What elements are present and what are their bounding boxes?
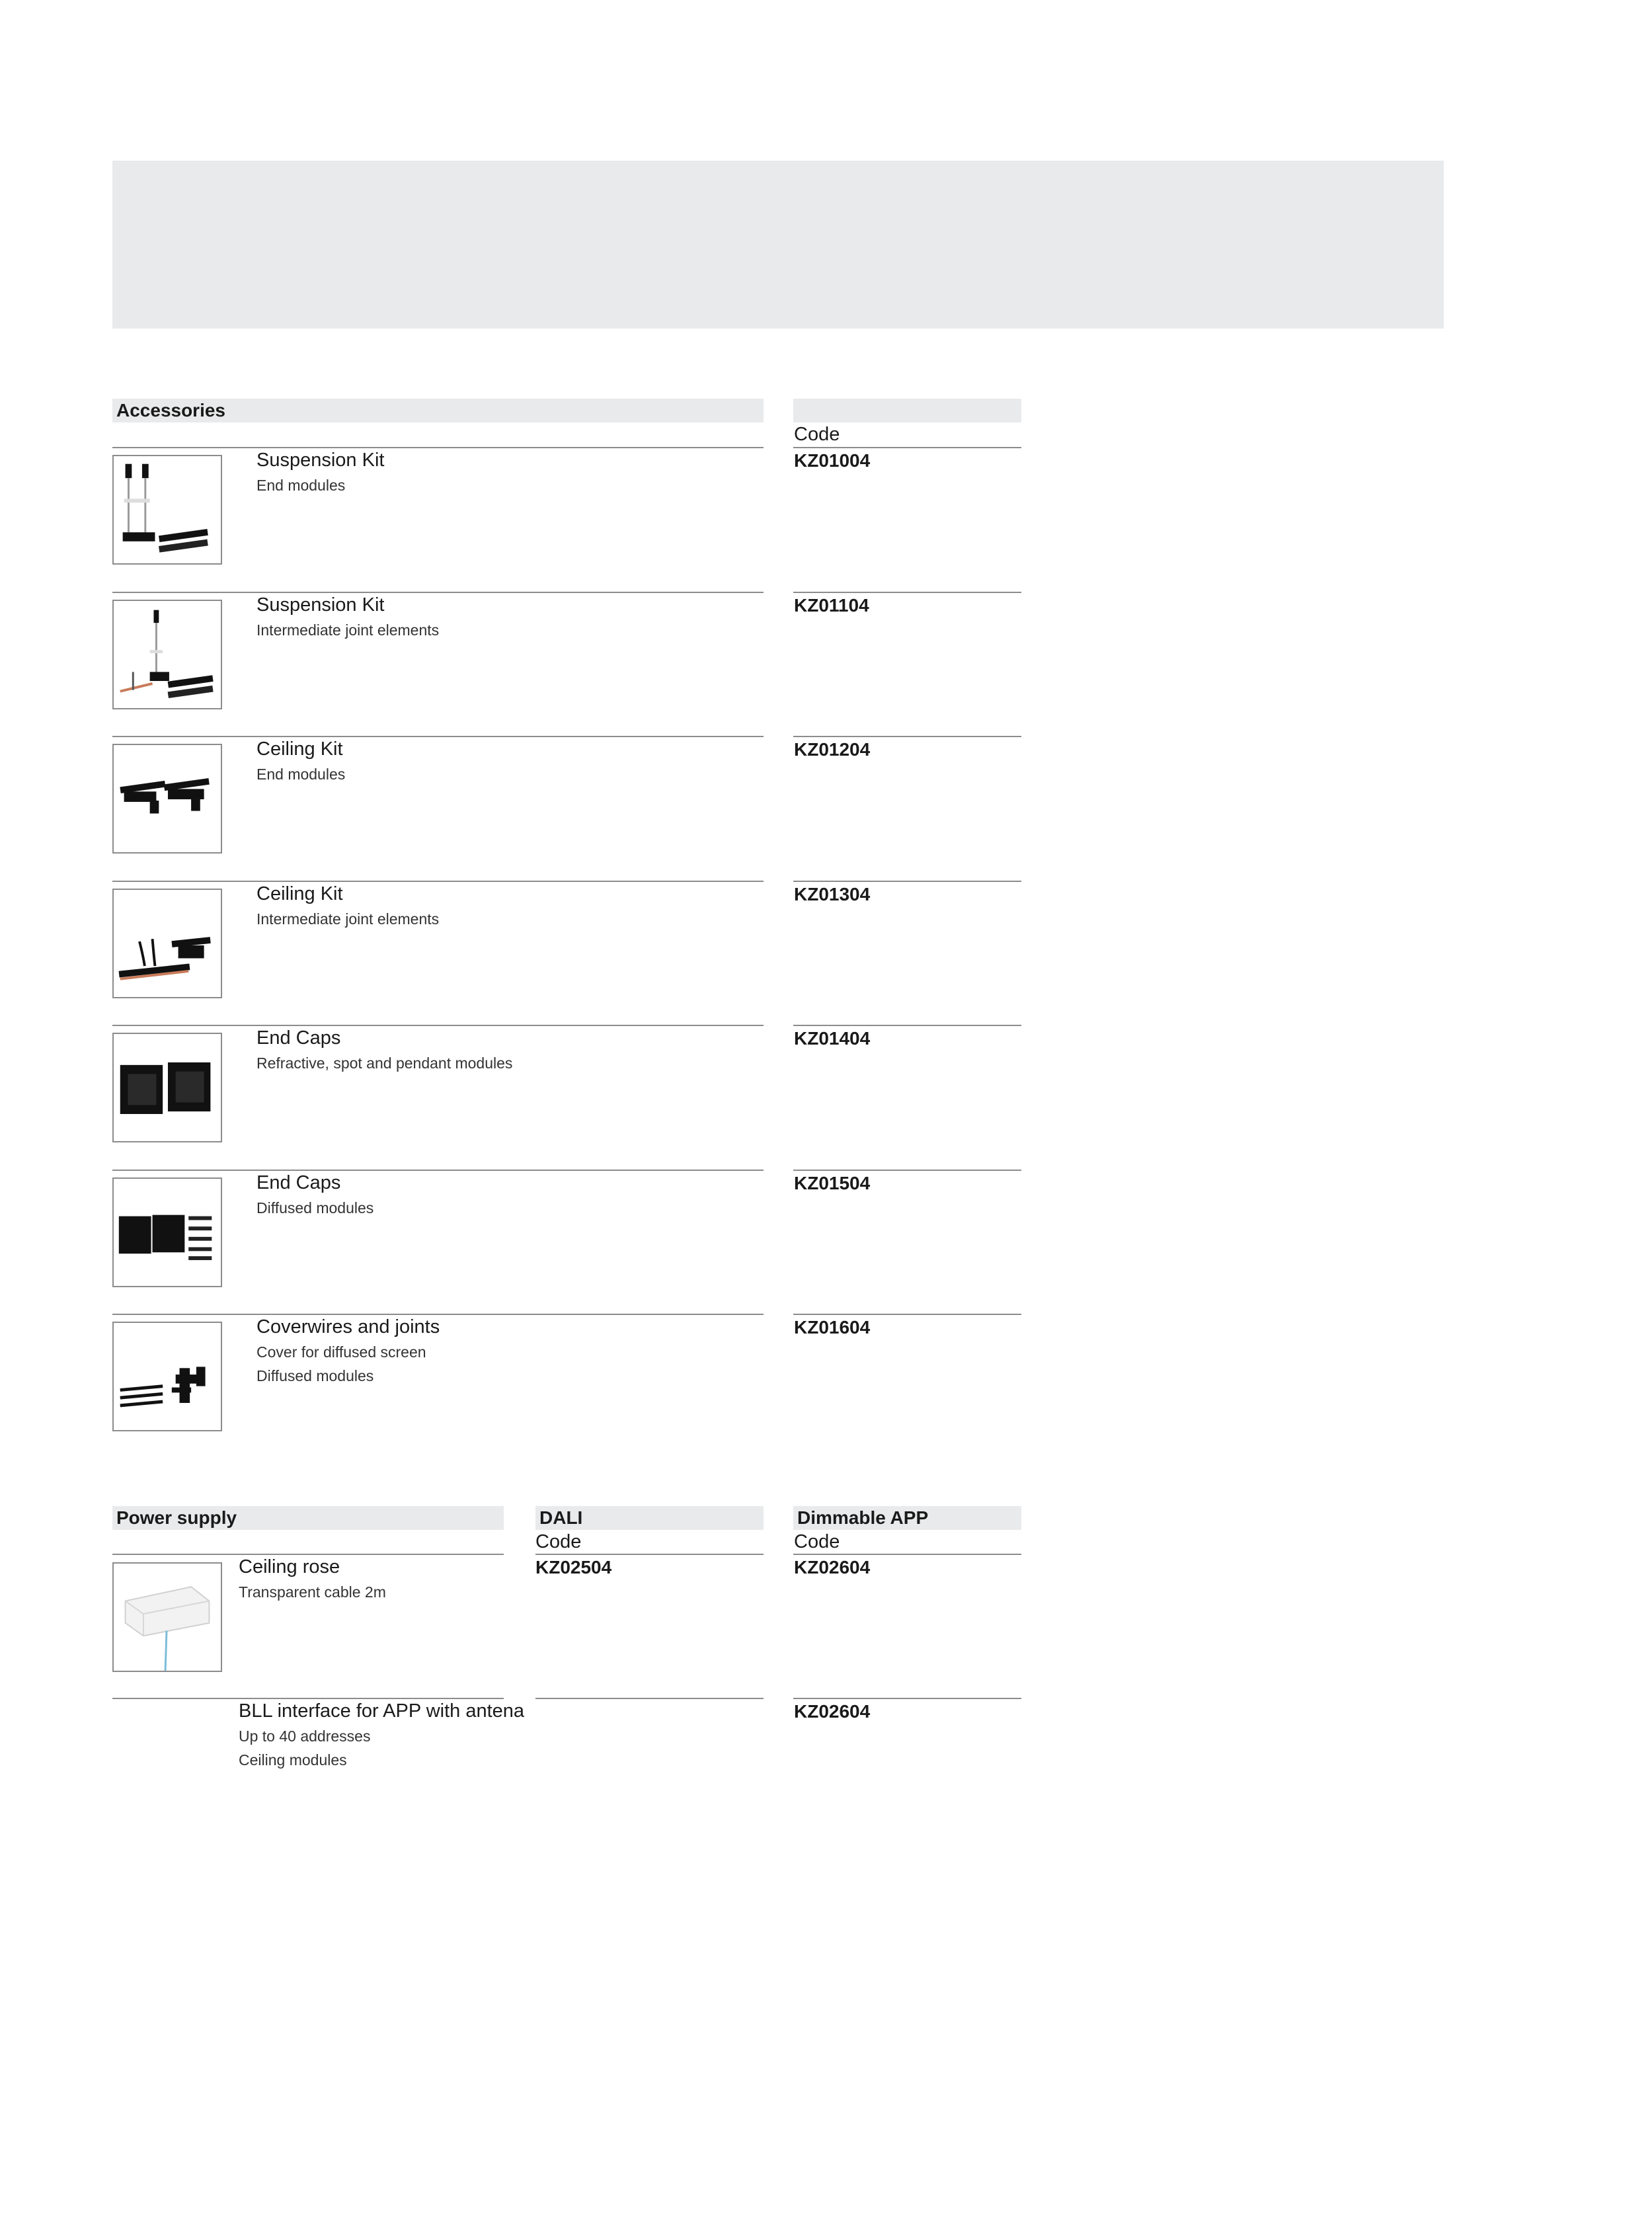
ceiling-rose-icon bbox=[112, 1562, 222, 1672]
accessory-title: Coverwires and joints bbox=[256, 1316, 440, 1337]
accessory-code: KZ01104 bbox=[794, 595, 869, 616]
accessory-row-rule bbox=[112, 592, 764, 593]
dimmable-app-code: KZ02604 bbox=[794, 1701, 871, 1722]
power-supply-title: BLL interface for APP with antena bbox=[239, 1700, 525, 1722]
accessory-code-rule bbox=[793, 1025, 1021, 1026]
dali-code-label: Code bbox=[535, 1531, 582, 1552]
accessory-row-rule bbox=[112, 881, 764, 882]
dali-header: DALI bbox=[535, 1506, 764, 1530]
accessory-code: KZ01304 bbox=[794, 884, 871, 904]
accessory-title: Ceiling Kit bbox=[256, 883, 343, 904]
accessory-description: Cover for diffused screen bbox=[256, 1343, 426, 1361]
ceiling-kit-end-icon bbox=[112, 744, 222, 854]
dimmable-app-code-rule bbox=[793, 1698, 1021, 1699]
accessory-code-rule bbox=[793, 447, 1021, 448]
dimmable-app-code: KZ02604 bbox=[794, 1557, 871, 1577]
accessory-code: KZ01404 bbox=[794, 1028, 871, 1049]
dali-code-rule bbox=[535, 1554, 764, 1555]
end-caps-refractive-icon bbox=[112, 1033, 222, 1142]
accessory-description: Intermediate joint elements bbox=[256, 621, 440, 639]
header-banner bbox=[112, 161, 1444, 329]
accessory-title: Ceiling Kit bbox=[256, 738, 343, 760]
dimmable-app-code-rule bbox=[793, 1554, 1021, 1555]
accessory-description: Diffused modules bbox=[256, 1199, 374, 1216]
accessory-row-rule bbox=[112, 1025, 764, 1026]
coverwires-joints-icon bbox=[112, 1322, 222, 1431]
accessory-row-rule bbox=[112, 447, 764, 448]
power-supply-description: Up to 40 addresses bbox=[239, 1728, 371, 1745]
ceiling-kit-intermediate-icon bbox=[112, 889, 222, 998]
accessory-description: End modules bbox=[256, 477, 346, 494]
accessory-code-rule bbox=[793, 881, 1021, 882]
accessory-row-rule bbox=[112, 1314, 764, 1315]
accessories-code-header bbox=[793, 399, 1021, 422]
accessory-description: End modules bbox=[256, 766, 346, 783]
accessory-code: KZ01504 bbox=[794, 1173, 871, 1193]
accessory-title: End Caps bbox=[256, 1027, 341, 1049]
power-supply-row-rule bbox=[112, 1698, 504, 1699]
accessory-code: KZ01604 bbox=[794, 1317, 871, 1337]
dali-code-rule bbox=[535, 1698, 764, 1699]
accessory-title: End Caps bbox=[256, 1172, 341, 1193]
accessory-description: Diffused modules bbox=[256, 1367, 374, 1384]
accessories-header: Accessories bbox=[112, 399, 764, 422]
end-caps-diffused-icon bbox=[112, 1177, 222, 1287]
dimmable-app-code-label: Code bbox=[794, 1531, 840, 1552]
power-supply-title: Ceiling rose bbox=[239, 1556, 340, 1577]
suspension-kit-end-icon bbox=[112, 455, 222, 565]
power-supply-header: Power supply bbox=[112, 1506, 504, 1530]
power-supply-description: Transparent cable 2m bbox=[239, 1583, 386, 1601]
accessory-code-rule bbox=[793, 1314, 1021, 1315]
accessory-description: Refractive, spot and pendant modules bbox=[256, 1055, 513, 1072]
accessory-code: KZ01204 bbox=[794, 739, 871, 760]
power-supply-description: Ceiling modules bbox=[239, 1751, 347, 1769]
accessory-code: KZ01004 bbox=[794, 450, 871, 471]
accessory-row-rule bbox=[112, 736, 764, 737]
accessory-title: Suspension Kit bbox=[256, 594, 385, 616]
dimmable-app-header: Dimmable APP bbox=[793, 1506, 1021, 1530]
accessory-code-rule bbox=[793, 592, 1021, 593]
suspension-kit-intermediate-icon bbox=[112, 600, 222, 709]
accessory-description: Intermediate joint elements bbox=[256, 910, 440, 928]
accessory-code-rule bbox=[793, 736, 1021, 737]
accessories-code-label: Code bbox=[794, 424, 840, 445]
accessory-row-rule bbox=[112, 1170, 764, 1171]
power-supply-header-rule bbox=[112, 1554, 504, 1555]
accessory-code-rule bbox=[793, 1170, 1021, 1171]
accessory-title: Suspension Kit bbox=[256, 450, 385, 471]
dali-code: KZ02504 bbox=[535, 1557, 612, 1577]
